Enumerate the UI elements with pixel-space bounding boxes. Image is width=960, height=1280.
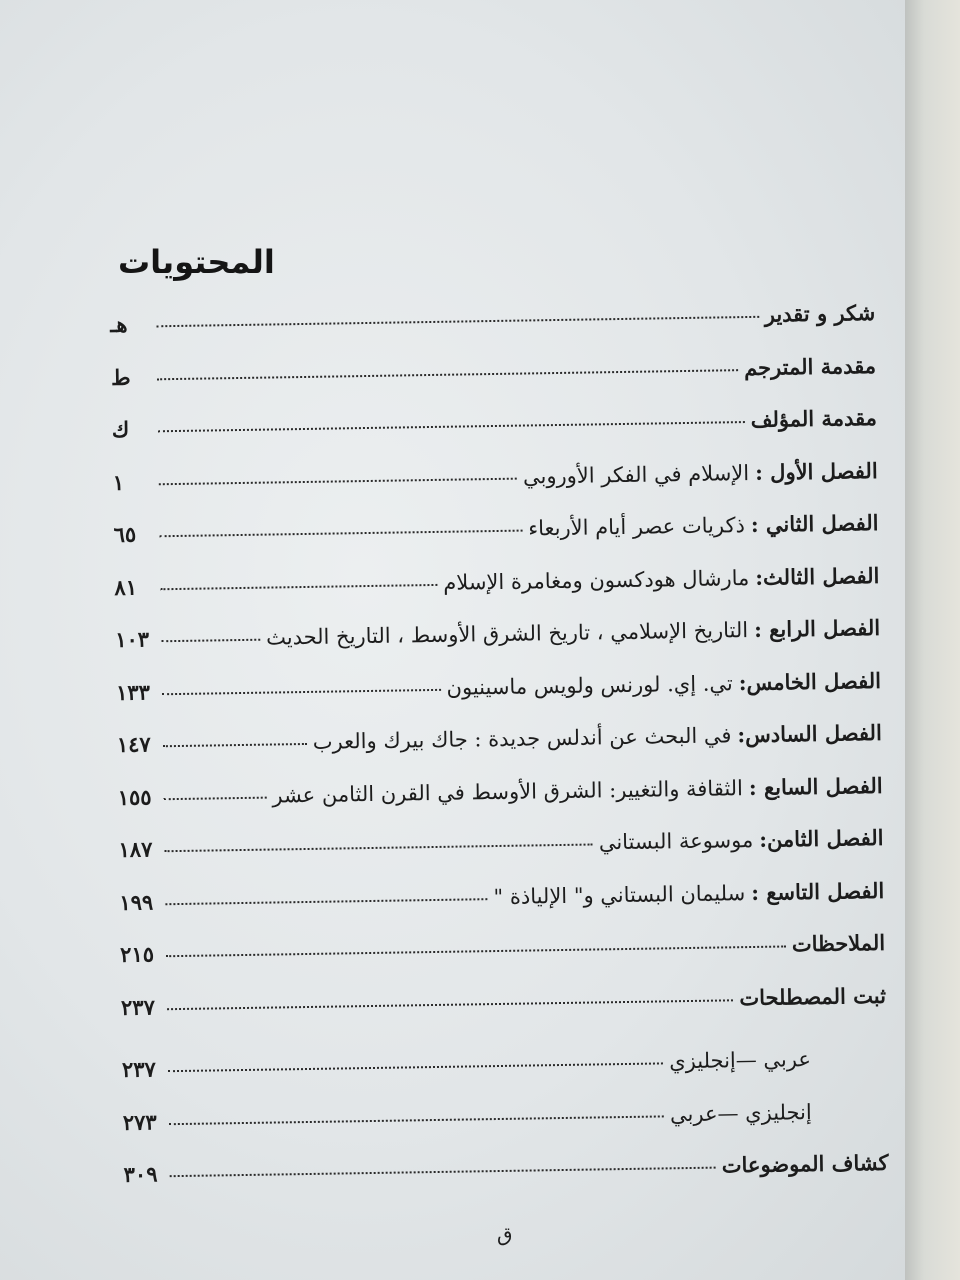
entry-title: عربي —إنجليزي [669, 1047, 812, 1074]
entry-label: الفصل التاسع : [750, 877, 885, 905]
dot-leader [165, 842, 593, 852]
page-number: ١ [112, 469, 125, 495]
page-number: ٢١٥ [119, 941, 155, 967]
entry-label: مقدمة المؤلف [750, 404, 878, 432]
page-number: ٦٥ [113, 521, 137, 547]
page-number: ١٨٧ [118, 836, 153, 862]
entry-label: الفصل الثامن: [759, 824, 884, 852]
entry-label: الفصل السابع : [748, 772, 883, 800]
dot-leader [164, 795, 267, 800]
dot-leader [160, 529, 523, 538]
page-number: ١٩٩ [119, 888, 154, 915]
dot-leader [168, 1061, 663, 1072]
entry-label: كشاف الموضوعات [721, 1149, 889, 1178]
entry-label: الفصل الثالث: [755, 562, 880, 590]
dot-leader [159, 476, 517, 485]
page-number: ط [110, 364, 131, 390]
entry-label: الفصل السادس: [737, 719, 882, 748]
dot-leader [170, 1166, 716, 1178]
dot-leader [166, 944, 786, 957]
table-of-contents [110, 300, 889, 1214]
page-number: ٨١ [114, 574, 138, 600]
entry-label: ثبت المصطلحات [739, 982, 887, 1010]
entry-title: التاريخ الإسلامي ، تاريخ الشرق الأوسط ، التاريخ الحديث [265, 618, 749, 650]
toc-entry-glossary [121, 982, 887, 1047]
page-number: ١٥٥ [117, 783, 152, 810]
page-number: ٢٣٧ [120, 993, 156, 1020]
dot-leader [158, 420, 745, 432]
page-number: ٢٣٧ [121, 1056, 157, 1082]
dot-leader [163, 742, 307, 747]
entry-title: موسوعة البستاني [598, 827, 754, 855]
entry-title: سليمان البستاني و" الإلياذة " [493, 880, 746, 909]
entry-label: الفصل الثاني : [750, 509, 879, 537]
page-number: ١٤٧ [116, 731, 151, 757]
page-number: ١٣٣ [115, 678, 151, 705]
page-folio: ق [497, 1222, 513, 1246]
page-title: المحتويات [118, 243, 275, 281]
entry-title: مارشال هودكسون ومغامرة الإسلام [443, 565, 750, 595]
entry-label: الفصل الأول : [754, 457, 878, 485]
dot-leader [156, 315, 759, 327]
entry-label: الفصل الرابع : [753, 614, 881, 642]
page-number: ١٠٣ [115, 626, 150, 652]
page-number: ٣٠٩ [123, 1161, 158, 1187]
entry-label: الملاحظات [791, 929, 886, 957]
entry-title: الإسلام في الفكر الأوروبي [522, 460, 750, 489]
dot-leader [165, 897, 487, 905]
facing-page-edge [905, 0, 960, 1280]
page-number: ك [111, 416, 130, 443]
entry-title: الثقافة والتغيير: الشرق الأوسط في القرن الثامن عشر [272, 775, 744, 808]
page-number: ٢٧٣ [122, 1108, 157, 1135]
entry-title: تي. إي. لورنس ولويس ماسينيون [446, 670, 733, 700]
dot-leader [169, 1114, 664, 1125]
dot-leader [167, 998, 733, 1010]
dot-leader [162, 687, 441, 694]
dot-leader [160, 582, 437, 589]
dot-leader [157, 368, 738, 380]
entry-label: مقدمة المترجم [743, 352, 877, 380]
entry-title: في البحث عن أندلس جديدة : جاك بيرك والعرب [312, 723, 732, 754]
entry-title: إنجليزي —عربي [669, 1099, 812, 1126]
entry-label: الفصل الخامس: [738, 667, 882, 695]
entry-label: شكر و تقدير [764, 300, 876, 327]
entry-title: ذكريات عصر أيام الأربعاء [528, 513, 746, 541]
dot-leader [161, 638, 260, 643]
page-number: هـ [110, 311, 128, 338]
